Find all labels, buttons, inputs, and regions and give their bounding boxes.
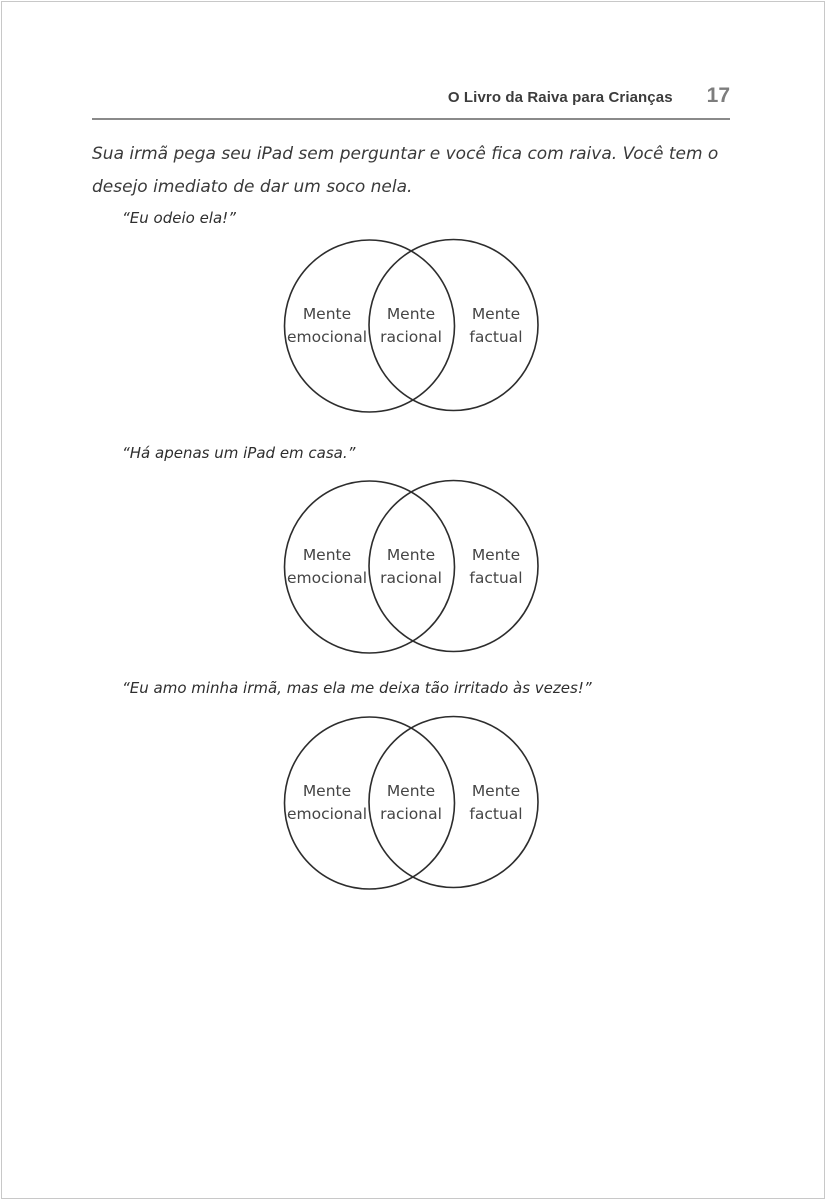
intro-line-1: Sua irmã pega seu iPad sem perguntar e você fica com raiva. Você tem o: [92, 144, 719, 164]
label-rational-mind: Mente racional: [380, 305, 442, 346]
label-rational-mind: Mente racional: [380, 546, 442, 587]
intro-paragraph: [92, 138, 718, 204]
quote-text-3: “Eu amo minha irmã, mas ela me deixa tão irritado às vezes!”: [122, 679, 592, 697]
label-factual-mind: Mente factual: [469, 546, 523, 587]
label-factual-mind: Mente factual: [469, 305, 523, 346]
label-emotional-mind: Mente emocional: [286, 305, 368, 346]
page-header: [92, 84, 730, 108]
page-number: 17: [706, 84, 730, 107]
quote-text-1: “Eu odeio ela!”: [122, 209, 236, 227]
quote-text-2: “Há apenas um iPad em casa.”: [122, 444, 356, 462]
label-emotional-mind: Mente emocional: [286, 546, 368, 587]
venn-diagram-1: [282, 237, 544, 415]
book-title: O Livro da Raiva para Crianças: [447, 89, 673, 106]
header-rule: [92, 118, 730, 120]
intro-line-2: desejo imediato de dar um soco nela.: [92, 177, 413, 197]
label-factual-mind: Mente factual: [469, 782, 523, 823]
label-rational-mind: Mente racional: [380, 782, 442, 823]
venn-diagram-2: [282, 478, 544, 656]
label-emotional-mind: Mente emocional: [286, 782, 368, 823]
venn-diagram-3: [282, 714, 544, 892]
